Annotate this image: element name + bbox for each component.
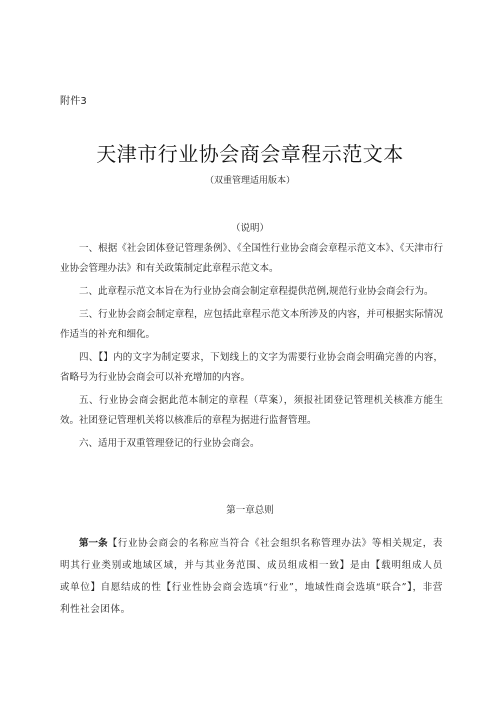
article-body: 【行业协会商会的名称应当符合《社会组织名称管理办法》等相关规定，表明其行业类别或地域区域，并与其业务范围、成员组成相一致】是由【载明组成人员或单位】自愿结成的性【行业性协会商会选填“行业”，地域性商会选填“联合”】，非营利性社会团体。 bbox=[60, 538, 443, 615]
document-subtitle: （双重管理适用版本） bbox=[204, 176, 295, 186]
note-item: 六、适用于双重管理登记的行业协会商会。 bbox=[79, 438, 260, 449]
article-paragraph bbox=[60, 533, 443, 621]
note-item: 五、行业协会商会据此范本制定的章程（草案），须报社团登记管理机关核准方能生效。社团登记管理机关将以核准后的章程为据进行监督管理。 bbox=[60, 395, 443, 426]
note-item: 二、此章程示范文本旨在为行业协会商会制定章程提供范例,规范行业协会商会行为。 bbox=[79, 286, 434, 297]
document-title: 天津市行业协会商会章程示范文本 bbox=[96, 142, 404, 166]
notes-heading: （说明） bbox=[230, 223, 269, 234]
article-number: 第一条 bbox=[79, 538, 108, 549]
note-item: 四、【】内的文字为制定要求，下划线上的文字为需要行业协会商会明确完善的内容，省略号为行业协会商会可以补充增加的内容。 bbox=[60, 352, 443, 383]
notes-list bbox=[60, 239, 443, 457]
attachment-label: 附件3 bbox=[60, 96, 87, 107]
note-item: 一、根据《社会团体登记管理条例》、《全国性行业协会商会章程示范文本》、《天津市行业协会管理办法》和有关政策制定此章程示范文本。 bbox=[60, 243, 443, 274]
chapter-heading: 第一章总则 bbox=[226, 505, 274, 516]
note-item: 三、行业协会商会制定章程，应包括此章程示范文本所涉及的内容，并可根据实际情况作适当的补充和细化。 bbox=[60, 309, 443, 340]
